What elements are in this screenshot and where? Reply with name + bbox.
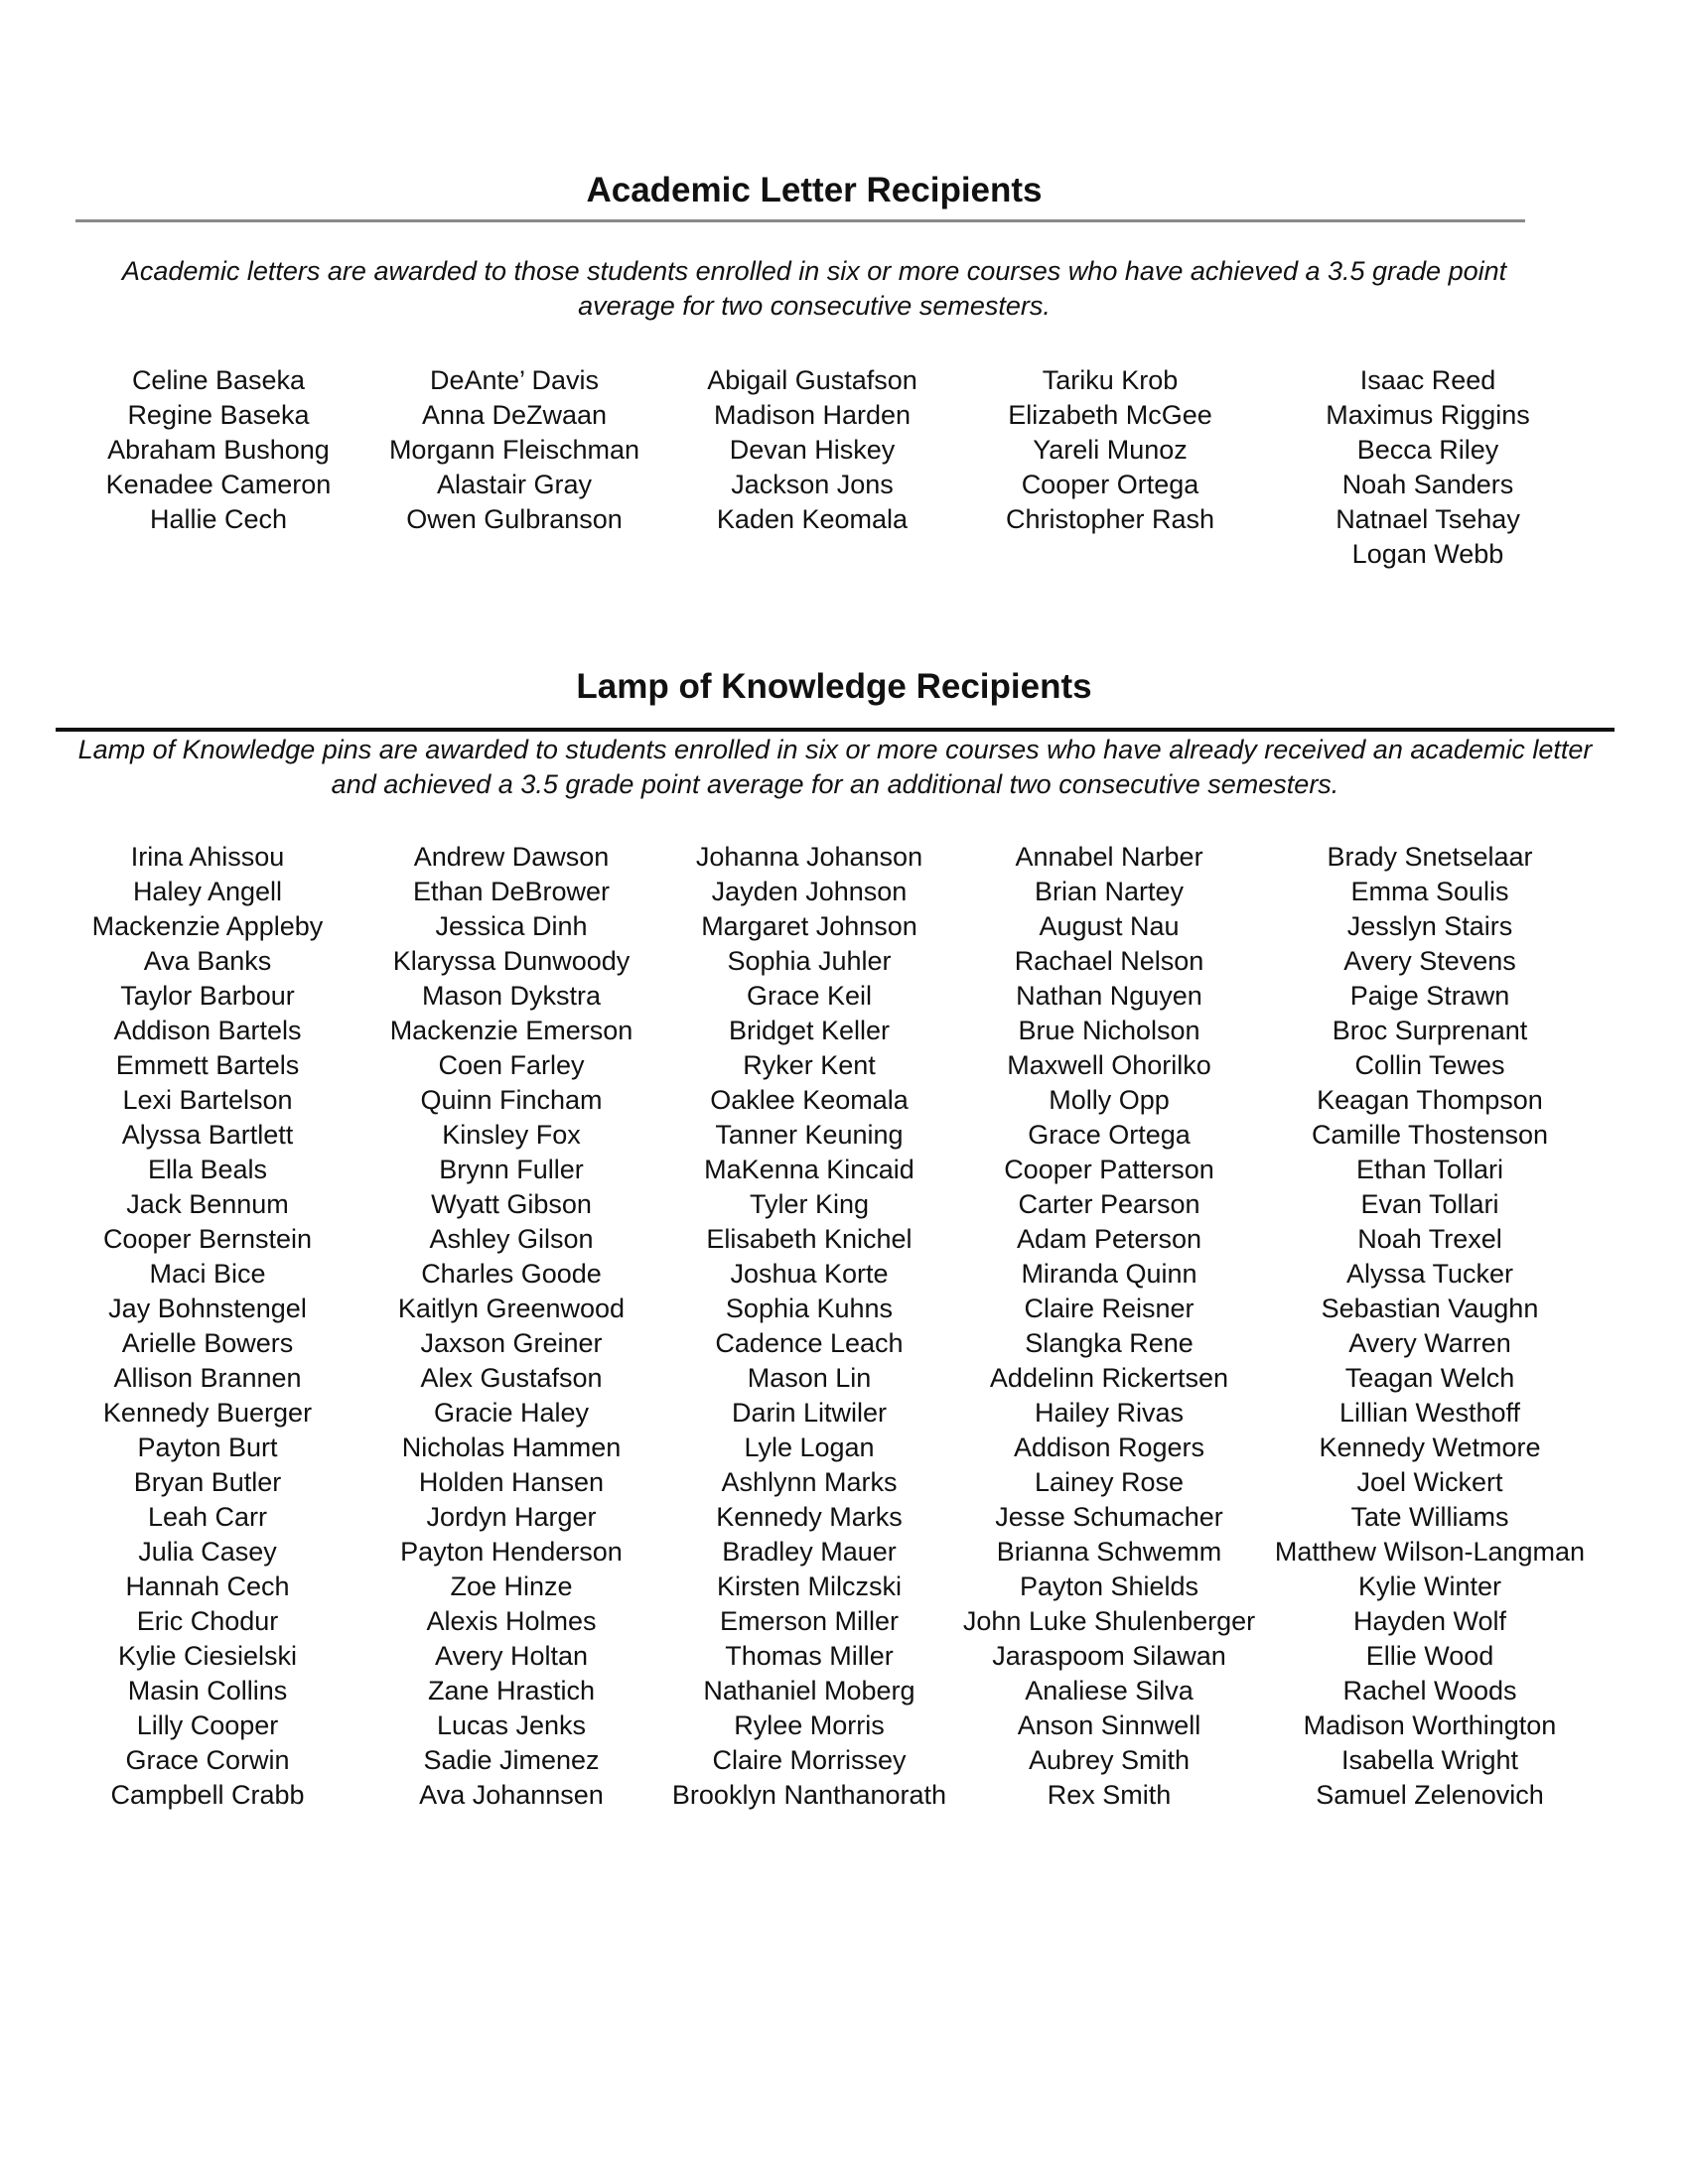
recipient-name: August Nau	[1039, 911, 1180, 941]
recipient-name: Taylor Barbour	[120, 981, 295, 1011]
recipient-name: Wyatt Gibson	[431, 1189, 592, 1219]
recipient-name: Thomas Miller	[725, 1641, 894, 1671]
recipient-name: Isaac Reed	[1359, 365, 1496, 395]
recipient-name: Alastair Gray	[436, 470, 593, 499]
recipient-name: Julia Casey	[138, 1537, 277, 1567]
recipient-name: Ellie Wood	[1365, 1641, 1494, 1671]
recipient-name: Payton Burt	[137, 1433, 278, 1462]
recipient-name: Emmett Bartels	[115, 1050, 300, 1080]
recipient-name: Brian Nartey	[1034, 877, 1185, 906]
recipient-name: Holden Hansen	[418, 1467, 605, 1497]
recipient-name: Slangka Rene	[1025, 1328, 1194, 1358]
recipient-name: Nathan Nguyen	[1016, 981, 1202, 1011]
recipient-name: Joshua Korte	[730, 1259, 889, 1289]
recipient-name: Nicholas Hammen	[401, 1433, 622, 1462]
lamp-of-knowledge-divider	[56, 728, 1615, 732]
recipient-name: Annabel Narber	[1015, 842, 1203, 872]
recipient-name: Lexi Bartelson	[122, 1085, 293, 1115]
recipient-name: Paige Strawn	[1349, 981, 1510, 1011]
recipient-name: Noah Sanders	[1341, 470, 1514, 499]
recipient-name: Addison Bartels	[113, 1016, 302, 1045]
recipient-name: Camille Thostenson	[1311, 1120, 1549, 1150]
recipient-name: Kennedy Wetmore	[1319, 1433, 1541, 1462]
recipient-name: Jack Bennum	[126, 1189, 289, 1219]
recipient-name: Kenadee Cameron	[105, 470, 332, 499]
recipient-name: Morgann Fleischman	[388, 435, 640, 465]
recipient-name: Brooklyn Nanthanorath	[671, 1780, 947, 1810]
recipient-name: Allison Brannen	[113, 1363, 302, 1393]
recipient-name: Avery Stevens	[1343, 946, 1516, 976]
recipient-name: Emma Soulis	[1350, 877, 1509, 906]
recipient-name: Claire Morrissey	[712, 1745, 907, 1775]
recipient-name: Hallie Cech	[149, 504, 288, 534]
recipient-name: Brianna Schwemm	[996, 1537, 1222, 1567]
recipient-name: Devan Hiskey	[729, 435, 896, 465]
recipient-name: Lillian Westhoff	[1338, 1398, 1521, 1428]
recipient-name: Natnael Tsehay	[1336, 504, 1520, 534]
recipient-name: Quinn Fincham	[420, 1085, 603, 1115]
recipient-name: Rachel Woods	[1342, 1676, 1517, 1706]
recipient-name: Avery Warren	[1348, 1328, 1511, 1358]
recipient-name: Haley Angell	[132, 877, 283, 906]
lamp-of-knowledge-title: Lamp of Knowledge Recipients	[576, 667, 1092, 706]
lamp-name-column-3	[665, 840, 953, 1813]
recipient-name: Addelinn Rickertsen	[989, 1363, 1229, 1393]
recipient-name: MaKenna Kincaid	[704, 1155, 914, 1184]
recipient-name: Abigail Gustafson	[707, 365, 917, 395]
recipient-name: Charles Goode	[421, 1259, 602, 1289]
recipient-name: Rex Smith	[1047, 1780, 1172, 1810]
recipient-name: Mackenzie Emerson	[389, 1016, 633, 1045]
recipient-name: Miranda Quinn	[1021, 1259, 1197, 1289]
recipient-name: Kennedy Marks	[716, 1502, 903, 1532]
recipient-name: Owen Gulbranson	[406, 504, 623, 534]
lamp-name-column-2	[363, 840, 659, 1813]
recipient-name: Analiese Silva	[1025, 1676, 1194, 1706]
recipient-name: Nathaniel Moberg	[703, 1676, 915, 1706]
recipient-name: Jesslyn Stairs	[1346, 911, 1513, 941]
recipient-name: Jessica Dinh	[435, 911, 588, 941]
recipient-name: Bradley Mauer	[722, 1537, 897, 1567]
recipient-name: Hailey Rivas	[1034, 1398, 1185, 1428]
recipient-name: Elizabeth McGee	[1008, 400, 1212, 430]
recipient-name: DeAnte’ Davis	[429, 365, 600, 395]
recipient-name: Becca Riley	[1356, 435, 1499, 465]
recipient-name: Lainey Rose	[1034, 1467, 1185, 1497]
recipient-name: Hannah Cech	[125, 1571, 290, 1601]
recipient-name: Christopher Rash	[1005, 504, 1215, 534]
academic-letter-divider	[75, 219, 1525, 222]
recipient-name: Tate Williams	[1350, 1502, 1509, 1532]
academic-letter-title: Academic Letter Recipients	[586, 171, 1043, 209]
recipient-name: Jayden Johnson	[711, 877, 908, 906]
recipient-name: Johanna Johanson	[695, 842, 923, 872]
recipient-name: Celine Baseka	[131, 365, 306, 395]
academic-letter-description: Academic letters are awarded to those students enrolled in six or more courses who have achieved a 3.5 grade point average for two consecutive semesters.	[121, 256, 1507, 321]
recipient-name: Gracie Haley	[433, 1398, 590, 1428]
recipient-name: Kinsley Fox	[442, 1120, 581, 1150]
recipient-name: Margaret Johnson	[701, 911, 917, 941]
recipient-name: Sophia Juhler	[727, 946, 892, 976]
recipient-name: Cadence Leach	[715, 1328, 904, 1358]
recipient-name: Payton Shields	[1019, 1571, 1199, 1601]
recipient-name: Maxwell Ohorilko	[1007, 1050, 1211, 1080]
recipient-name: Kirsten Milczski	[716, 1571, 903, 1601]
recipient-name: Isabella Wright	[1340, 1745, 1519, 1775]
academic-name-column-5	[1277, 363, 1579, 572]
recipient-name: Addison Rogers	[1013, 1433, 1205, 1462]
recipient-name: Irina Ahissou	[130, 842, 285, 872]
lamp-of-knowledge-description: Lamp of Knowledge pins are awarded to students enrolled in six or more courses who have already received an academic letter and achieved a 3.5 grade point average for an additional two consecutive semesters.	[77, 735, 1593, 799]
recipient-name: Noah Trexel	[1357, 1224, 1502, 1254]
recipient-name: Teagan Welch	[1344, 1363, 1515, 1393]
recipient-name: Sebastian Vaughn	[1321, 1294, 1539, 1323]
recipient-name: Alex Gustafson	[420, 1363, 603, 1393]
recipient-name: Emerson Miller	[719, 1606, 900, 1636]
recipient-name: Bridget Keller	[728, 1016, 891, 1045]
recipient-name: Broc Surprenant	[1332, 1016, 1528, 1045]
academic-name-column-1	[75, 363, 361, 537]
recipient-name: Anna DeZwaan	[421, 400, 608, 430]
recipient-name: Zoe Hinze	[450, 1571, 573, 1601]
recipient-name: Eric Chodur	[136, 1606, 279, 1636]
recipient-name: Jaraspoom Silawan	[992, 1641, 1226, 1671]
recipient-name: John Luke Shulenberger	[962, 1606, 1256, 1636]
recipient-name: Collin Tewes	[1354, 1050, 1505, 1080]
recipient-name: Darin Litwiler	[731, 1398, 888, 1428]
lamp-name-column-1	[60, 840, 355, 1813]
academic-name-column-2	[373, 363, 655, 537]
recipient-name: Alexis Holmes	[426, 1606, 597, 1636]
recipient-name: Leah Carr	[147, 1502, 268, 1532]
recipient-name: Kaden Keomala	[716, 504, 909, 534]
recipient-name: Brady Snetselaar	[1327, 842, 1533, 872]
recipient-name: Lyle Logan	[744, 1433, 875, 1462]
recipient-name: Ethan Tollari	[1355, 1155, 1504, 1184]
recipient-name: Regine Baseka	[127, 400, 310, 430]
recipient-name: Ethan DeBrower	[412, 877, 611, 906]
recipient-name: Tyler King	[749, 1189, 870, 1219]
recipient-name: Tanner Keuning	[715, 1120, 904, 1150]
recipient-name: Klaryssa Dunwoody	[392, 946, 631, 976]
recipient-name: Payton Henderson	[400, 1537, 623, 1567]
recipient-name: Andrew Dawson	[413, 842, 610, 872]
recipient-name: Arielle Bowers	[121, 1328, 294, 1358]
recipient-name: Mackenzie Appleby	[91, 911, 324, 941]
recipient-name: Cooper Patterson	[1004, 1155, 1214, 1184]
recipient-name: Lucas Jenks	[436, 1710, 587, 1740]
recipient-name: Joel Wickert	[1356, 1467, 1503, 1497]
recipient-name: Kylie Winter	[1357, 1571, 1502, 1601]
recipient-name: Mason Lin	[747, 1363, 872, 1393]
recipient-name: Tariku Krob	[1042, 365, 1179, 395]
recipient-name: Kaitlyn Greenwood	[397, 1294, 626, 1323]
recipient-name: Campbell Crabb	[110, 1780, 305, 1810]
recipient-name: Brue Nicholson	[1018, 1016, 1200, 1045]
recipient-name: Avery Holtan	[434, 1641, 589, 1671]
recipient-name: Samuel Zelenovich	[1316, 1780, 1544, 1810]
recipient-name: Claire Reisner	[1024, 1294, 1195, 1323]
recipient-name: Adam Peterson	[1016, 1224, 1202, 1254]
academic-name-column-3	[671, 363, 953, 537]
recipient-name: Kylie Ciesielski	[117, 1641, 298, 1671]
recipient-name: Mason Dykstra	[421, 981, 602, 1011]
recipient-name: Madison Harden	[713, 400, 912, 430]
recipient-name: Logan Webb	[1351, 539, 1504, 569]
recipient-name: Maximus Riggins	[1326, 400, 1530, 430]
recipient-name: Jay Bohnstengel	[108, 1294, 307, 1323]
recipient-name: Aubrey Smith	[1028, 1745, 1191, 1775]
recipient-name: Grace Keil	[746, 981, 873, 1011]
recipient-name: Ashlynn Marks	[721, 1467, 898, 1497]
recipient-name: Anson Sinnwell	[1017, 1710, 1201, 1740]
recipient-name: Matthew Wilson-Langman	[1274, 1537, 1586, 1567]
recipient-name: Grace Corwin	[125, 1745, 290, 1775]
recipient-name: Jaxson Greiner	[420, 1328, 603, 1358]
recipient-name: Evan Tollari	[1360, 1189, 1499, 1219]
recipient-name: Lilly Cooper	[136, 1710, 279, 1740]
recipient-name: Sadie Jimenez	[423, 1745, 600, 1775]
recipient-name: Jackson Jons	[731, 470, 894, 499]
recipient-name: Rachael Nelson	[1014, 946, 1204, 976]
recipient-name: Jesse Schumacher	[995, 1502, 1223, 1532]
recipient-name: Carter Pearson	[1018, 1189, 1200, 1219]
recipient-name: Ella Beals	[147, 1155, 268, 1184]
recipient-name: Alyssa Bartlett	[121, 1120, 294, 1150]
recipient-name: Cooper Bernstein	[102, 1224, 313, 1254]
recipient-name: Hayden Wolf	[1352, 1606, 1507, 1636]
recipient-name: Cooper Ortega	[1021, 470, 1199, 499]
recipient-name: Elisabeth Knichel	[706, 1224, 913, 1254]
recipient-name: Molly Opp	[1049, 1085, 1170, 1115]
recipient-name: Ava Johannsen	[419, 1780, 604, 1810]
recipient-name: Ava Banks	[143, 946, 272, 976]
recipient-name: Alyssa Tucker	[1345, 1259, 1514, 1289]
recipient-name: Abraham Bushong	[107, 435, 330, 465]
recipient-name: Keagan Thompson	[1317, 1085, 1543, 1115]
recipient-name: Madison Worthington	[1303, 1710, 1557, 1740]
recipient-name: Masin Collins	[127, 1676, 288, 1706]
lamp-name-column-4	[957, 840, 1261, 1813]
recipient-name: Jordyn Harger	[426, 1502, 597, 1532]
recipient-name: Zane Hrastich	[427, 1676, 596, 1706]
recipient-name: Ashley Gilson	[429, 1224, 594, 1254]
recipient-name: Ryker Kent	[743, 1050, 876, 1080]
recipient-name: Sophia Kuhns	[725, 1294, 894, 1323]
recipient-name: Brynn Fuller	[439, 1155, 584, 1184]
recipient-name: Yareli Munoz	[1033, 435, 1188, 465]
lamp-name-column-5	[1271, 840, 1589, 1813]
recipient-name: Grace Ortega	[1028, 1120, 1191, 1150]
recipient-name: Rylee Morris	[734, 1710, 885, 1740]
recipient-name: Maci Bice	[149, 1259, 266, 1289]
recipient-name: Coen Farley	[438, 1050, 585, 1080]
recipient-name: Kennedy Buerger	[102, 1398, 313, 1428]
recipient-name: Oaklee Keomala	[710, 1085, 909, 1115]
academic-name-column-4	[969, 363, 1251, 537]
recipient-name: Bryan Butler	[133, 1467, 282, 1497]
